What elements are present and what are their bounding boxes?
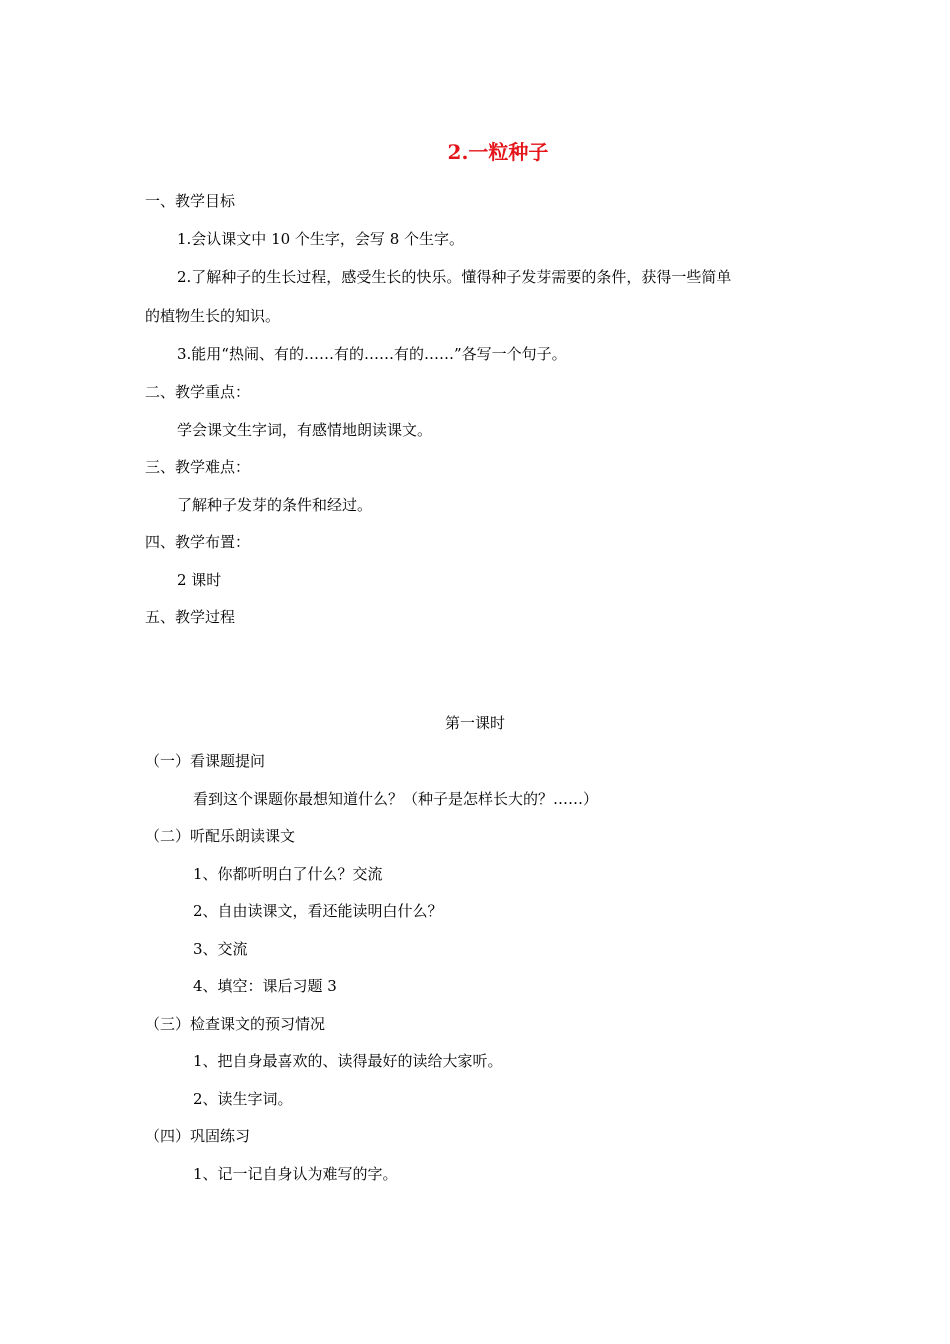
lesson-one-title: 第一课时: [444, 714, 505, 732]
objective-2-line-2: 的植物生长的知识。: [145, 307, 281, 325]
step-1-text: 看到这个课题你最想知道什么？（种子是怎样长大的？……）: [193, 790, 599, 808]
objective-1: 1.会认课文中 10 个生字，会写 8 个生字。: [177, 230, 465, 248]
difficulties-heading: 三、教学难点：: [145, 458, 251, 476]
step-4-heading: （四）巩固练习: [145, 1127, 251, 1145]
process-heading: 五、教学过程: [145, 608, 236, 626]
step-3-heading: （三）检查课文的预习情况: [145, 1015, 326, 1033]
difficulties-text: 了解种子发芽的条件和经过。: [177, 496, 373, 514]
key-points-text: 学会课文生字词，有感情地朗读课文。: [177, 421, 433, 439]
objectives-heading: 一、教学目标: [145, 192, 236, 210]
step-2-heading: （二）听配乐朗读课文: [145, 827, 296, 845]
step-1-heading: （一）看课题提问: [145, 752, 266, 770]
step-4-item-1: 1、记一记自身认为难写的字。: [193, 1165, 398, 1183]
step-3-item-1: 1、把自身最喜欢的、读得最好的读给大家听。: [193, 1052, 503, 1070]
document-title: 2.一粒种子: [447, 140, 549, 164]
step-2-item-3: 3、交流: [193, 940, 248, 958]
key-points-heading: 二、教学重点：: [145, 383, 251, 401]
step-2-item-1: 1、你都听明白了什么？交流: [193, 865, 383, 883]
step-2-item-2: 2、自由读课文，看还能读明白什么？: [193, 902, 443, 920]
arrangement-heading: 四、教学布置：: [145, 533, 251, 551]
objective-3: 3.能用“热闹、有的……有的……有的……”各写一个句子。: [177, 345, 567, 363]
step-2-item-4: 4、填空：课后习题 3: [193, 977, 337, 995]
arrangement-text: 2 课时: [177, 571, 222, 589]
objective-2-line-1: 2.了解种子的生长过程，感受生长的快乐。懂得种子发芽需要的条件，获得一些简单: [177, 268, 732, 286]
step-3-item-2: 2、读生字词。: [193, 1090, 293, 1108]
